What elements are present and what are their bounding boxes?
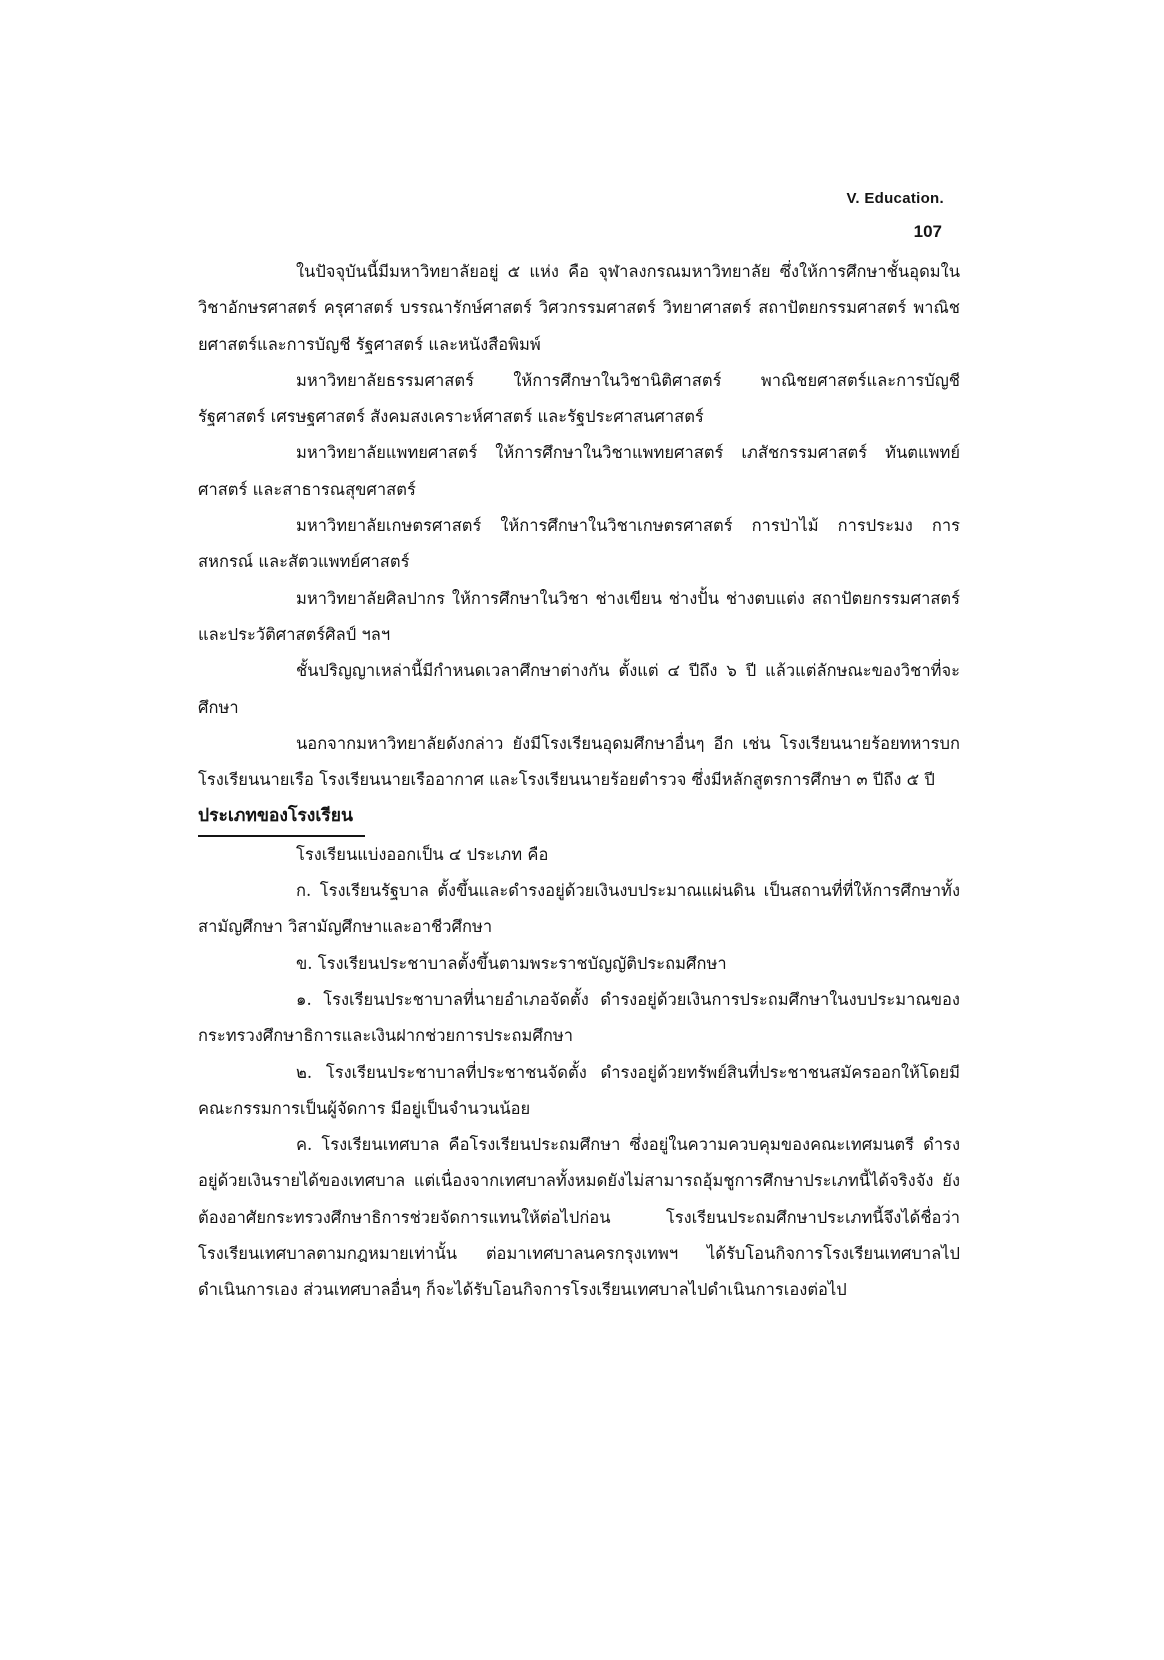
paragraph-school-types-intro: โรงเรียนแบ่งออกเป็น ๔ ประเภท คือ [296,844,549,864]
paragraph-other-institutions: นอกจากมหาวิทยาลัยดังกล่าว ยังมีโรงเรียนอุดมศึกษาอื่นๆ อีก เช่น โรงเรียนนายร้อยทหารบก โรงเรียนนายเรือ โรงเรียนนายเรืออากาศ และโรงเรียนนายร้อยตำรวจ ซึ่งมีหลักสูตรการศึกษา ๓ ปีถึง ๕ ปี [198,733,960,790]
running-head: V. Education. [846,190,944,207]
paragraph-silpakorn: มหาวิทยาลัยศิลปากร ให้การศึกษาในวิชา ช่างเขียน ช่างปั้น ช่างตบแต่ง สถาปัตยกรรมศาสตร์ และประวัติศาสตร์ศิลป์ ฯลฯ [198,588,960,644]
paragraph-district-schools: ๑. โรงเรียนประชาบาลที่นายอำเภอจัดตั้ง ดำรงอยู่ด้วยเงินการประถมศึกษาในงบประมาณของกระทรวงศึกษาธิการและเงินฝากช่วยการประถมศึกษา [198,989,960,1046]
paragraph-degree-duration: ชั้นปริญญาเหล่านี้มีกำหนดเวลาศึกษาต่างกัน ตั้งแต่ ๔ ปีถึง ๖ ปี แล้วแต่ลักษณะของวิชาที่จะศึกษา [198,661,960,717]
paragraph-local-schools: ข. โรงเรียนประชาบาลตั้งขึ้นตามพระราชบัญญัติประถมศึกษา [296,953,727,973]
paragraph-government-schools: ก. โรงเรียนรัฐบาล ตั้งขึ้นและดำรงอยู่ด้วยเงินงบประมาณแผ่นดิน เป็นสถานที่ที่ให้การศึกษาทั้งสามัญศึกษา วิสามัญศึกษาและอาชีวศึกษา [198,881,960,937]
paragraph-community-schools: ๒. โรงเรียนประชาบาลที่ประชาชนจัดตั้ง ดำรงอยู่ด้วยทรัพย์สินที่ประชาชนสมัครออกให้โดยมีคณะกรรมการเป็นผู้จัดการ มีอยู่เป็นจำนวนน้อย [198,1062,960,1118]
page-number: 107 [913,222,942,241]
section-heading-school-types: ประเภทของโรงเรียน [198,798,365,836]
paragraph-medical: มหาวิทยาลัยแพทยศาสตร์ ให้การศึกษาในวิชาแพทยศาสตร์ เภสัชกรรมศาสตร์ ทันตแพทย์ศาสตร์ และสาธารณสุขศาสตร์ [198,443,960,499]
body-text [198,254,960,1309]
paragraph-thammasat: มหาวิทยาลัยธรรมศาสตร์ ให้การศึกษาในวิชานิติศาสตร์ พาณิชยศาสตร์และการบัญชี รัฐศาสตร์ เศรษฐศาสตร์ สังคมสงเคราะห์ศาสตร์ และรัฐประศาสนศาสตร์ [198,370,960,427]
paragraph-universities-intro: ในปัจจุบันนี้มีมหาวิทยาลัยอยู่ ๕ แห่ง คือ จุฬาลงกรณมหาวิทยาลัย ซึ่งให้การศึกษาชั้นอุดมในวิชาอักษรศาสตร์ ครุศาสตร์ บรรณารักษ์ศาสตร์ วิศวกรรมศาสตร์ วิทยาศาสตร์ สถาปัตยกรรมศาสตร์ พาณิชยศาสตร์และการบัญชี รัฐศาสตร์ และหนังสือพิมพ์ [198,262,960,354]
paragraph-kasetsart: มหาวิทยาลัยเกษตรศาสตร์ ให้การศึกษาในวิชาเกษตรศาสตร์ การป่าไม้ การประมง การสหกรณ์ และสัตวแพทย์ศาสตร์ [198,516,960,572]
paragraph-municipal-schools: ค. โรงเรียนเทศบาล คือโรงเรียนประถมศึกษา ซึ่งอยู่ในความควบคุมของคณะเทศมนตรี ดำรงอยู่ด้วยเงินรายได้ของเทศบาล แต่เนื่องจากเทศบาลทั้งหมดยังไม่สามารถอุ้มชูการศึกษาประเภทนี้ได้จริงจัง ยังต้องอาศัยกระทรวงศึกษาธิการช่วยจัดการแทนให้ต่อไปก่อน โรงเรียนประถมศึกษาประเภทนี้จึงได้ชื่อว่าโรงเรียนเทศบาลตามกฎหมายเท่านั้น ต่อมาเทศบาลนครกรุงเทพฯ ได้รับโอนกิจการโรงเรียนเทศบาลไปดำเนินการเอง ส่วนเทศบาลอื่นๆ ก็จะได้รับโอนกิจการโรงเรียนเทศบาลไปดำเนินการเองต่อไป [198,1135,960,1300]
